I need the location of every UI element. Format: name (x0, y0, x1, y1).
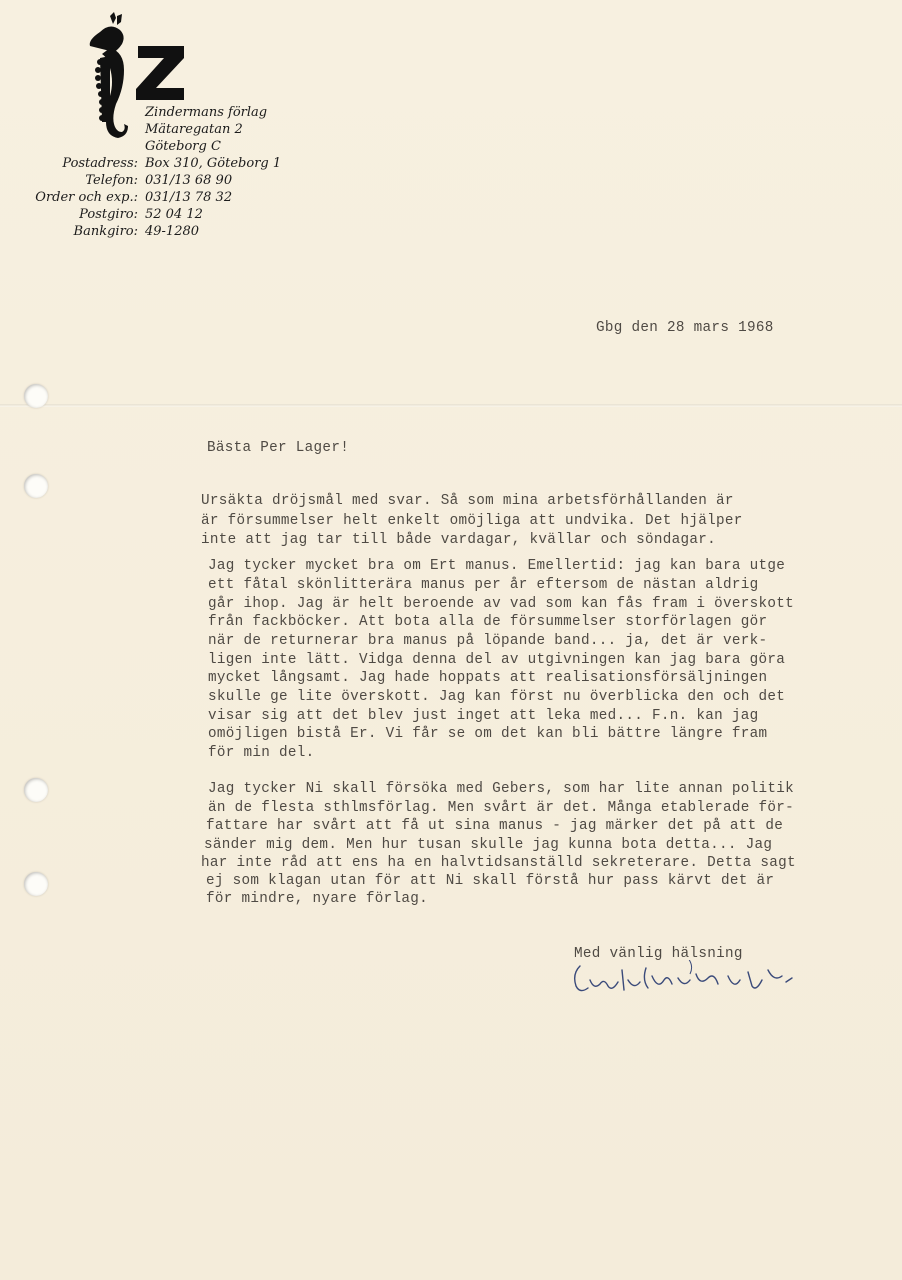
paragraph-line: ligen inte lätt. Vidga denna del av utgivningen kan jag bara göra (208, 652, 786, 668)
postadress-value: Box 310, Göteborg 1 (145, 156, 282, 171)
company-street: Mätaregatan 2 (145, 122, 243, 137)
handwritten-signature (568, 960, 808, 1000)
closing: Med vänlig hälsning (574, 946, 743, 962)
paragraph-line: ej som klagan utan för att Ni skall förstå hur pass kärvt det är (206, 873, 775, 889)
paragraph-line: när de returnerar bra manus på löpande band... ja, det är verk- (208, 633, 768, 649)
bankgiro-label: Bankgiro: (73, 224, 138, 239)
paragraph-line: omöjligen bistå Er. Vi får se om det kan bli bättre längre fram (208, 726, 768, 742)
paragraph-line: från fackböcker. Att bota alla de försummelser storförlagen gör (208, 614, 768, 630)
paragraph-line: skulle ge lite överskott. Jag kan först nu överblicka den och det (208, 689, 786, 705)
order-value: 031/13 78 32 (145, 190, 233, 205)
punch-hole (24, 474, 48, 498)
paragraph-line: Jag tycker Ni skall försöka med Gebers, som har lite annan politik (208, 781, 795, 797)
paragraph-line: för mindre, nyare förlag. (206, 891, 428, 907)
paragraph-line: ett fåtal skönlitterära manus per år eftersom de nästan aldrig (208, 577, 759, 593)
paragraph-line: är försummelser helt enkelt omöjliga att undvika. Det hjälper (201, 513, 743, 529)
paragraph-line: går ihop. Jag är helt beroende av vad som kan fås fram i överskott (208, 596, 795, 612)
paragraph-line: än de flesta sthlmsförlag. Men svårt är det. Många etablerade för- (208, 800, 795, 816)
punch-hole (24, 778, 48, 802)
postgiro-value: 52 04 12 (145, 207, 203, 222)
company-name: Zindermans förlag (145, 105, 268, 120)
telefon-value: 031/13 68 90 (145, 173, 233, 188)
postadress-label: Postadress: (62, 156, 138, 171)
paragraph-line: fattare har svårt att få ut sina manus - jag märker det på att de (206, 818, 784, 834)
paragraph-line: har inte råd att ens ha en halvtidsanställd sekreterare. Detta sagt (201, 855, 796, 871)
punch-hole (24, 872, 48, 896)
paragraph-line: Jag tycker mycket bra om Ert manus. Emellertid: jag kan bara utge (208, 558, 786, 574)
paragraph-line: Ursäkta dröjsmål med svar. Så som mina arbetsförhållanden är (201, 493, 734, 509)
order-label: Order och exp.: (35, 190, 138, 205)
letter-date: Gbg den 28 mars 1968 (596, 320, 774, 336)
paragraph-line: visar sig att det blev just inget att leka med... F.n. kan jag (208, 708, 759, 724)
bankgiro-value: 49-1280 (145, 224, 200, 239)
paragraph-line: inte att jag tar till både vardagar, kvällar och söndagar. (201, 532, 717, 548)
punch-hole (24, 384, 48, 408)
paragraph-line: för min del. (208, 745, 315, 761)
paragraph-line: mycket långsamt. Jag hade hoppats att realisationsförsäljningen (208, 670, 768, 686)
salutation: Bästa Per Lager! (207, 440, 350, 456)
company-city: Göteborg C (145, 139, 221, 154)
paragraph-line: sänder mig dem. Men hur tusan skulle jag kunna bota detta... Jag (204, 837, 773, 853)
telefon-label: Telefon: (85, 173, 138, 188)
postgiro-label: Postgiro: (79, 207, 138, 222)
paper-fold (0, 404, 902, 407)
